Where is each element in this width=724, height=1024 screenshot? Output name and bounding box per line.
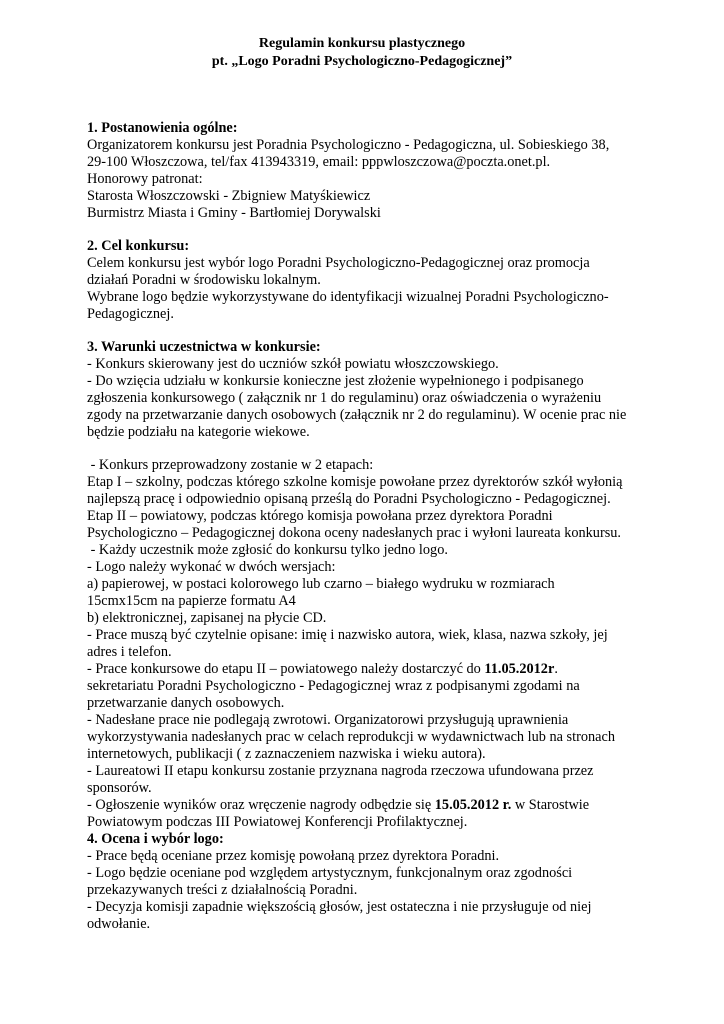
deadline-tail: .	[554, 661, 558, 677]
section-3-line: Powiatowym podczas III Powiatowej Konferencji Profilaktycznej.	[87, 814, 468, 830]
section-3-line: przetwarzanie danych osobowych.	[87, 695, 285, 711]
section-3-line: 15cmx15cm na papierze formatu A4	[87, 593, 296, 609]
section-1-line: Burmistrz Miasta i Gminy - Bartłomiej Dorywalski	[87, 205, 381, 221]
section-3-line: internetowych, publikacji ( z zaznaczeniem nazwiska i wieku autora).	[87, 746, 486, 762]
section-3-line: zgody na przetwarzanie danych osobowych (załącznik nr 2 do regulaminu). W ocenie prac nie	[87, 407, 627, 423]
section-3-line: - Konkurs przeprowadzony zostanie w 2 etapach:	[87, 457, 374, 473]
deadline-date: 11.05.2012r	[484, 661, 555, 677]
section-2-line: działań Poradni w środowisku lokalnym.	[87, 272, 321, 288]
section-2-heading: 2. Cel konkursu:	[87, 238, 190, 254]
title-line-2: pt. „Logo Poradni Psychologiczno-Pedagogicznej”	[211, 54, 513, 69]
section-3-line: - Każdy uczestnik może zgłosić do konkursu tylko jedno logo.	[87, 542, 448, 558]
section-2-line: Wybrane logo będzie wykorzystywane do identyfikacji wizualnej Poradni Psychologiczno-	[87, 289, 609, 305]
section-3-line: a) papierowej, w postaci kolorowego lub czarno – białego wydruku w rozmiarach	[87, 576, 555, 592]
section-3-line: - Nadesłane prace nie podlegają zwrotowi. Organizatorowi przysługują uprawnienia	[87, 712, 569, 728]
section-3-line: zgłoszenia konkursowego ( załącznik nr 1 do regulaminu) oraz oświadczenia o wyrażeniu	[87, 390, 602, 406]
section-3-line: Etap I – szkolny, podczas którego szkolne komisje powołane przez dyrektorów szkół wyłonią	[87, 474, 623, 490]
section-3-line: - Logo należy wykonać w dwóch wersjach:	[87, 559, 336, 575]
section-3-line: najlepszą pracę i odpowiednio opisaną prześlą do Poradni Psychologiczno - Pedagogicznej.	[87, 491, 611, 507]
section-4-line: przekazywanych treści z działalnością Poradni.	[87, 882, 358, 898]
section-3-line: będzie podziału na kategorie wiekowe.	[87, 424, 310, 440]
section-4-line: - Decyzja komisji zapadnie większością głosów, jest ostateczna i nie przysługuje od niej	[87, 899, 592, 915]
section-4-line: - Prace będą oceniane przez komisję powołaną przez dyrektora Poradni.	[87, 848, 500, 864]
section-3-line: wykorzystywania nadesłanych prac w celach reprodukcji w wydawnictwach lub na stronach	[87, 729, 615, 745]
section-3-line: - Prace muszą być czytelnie opisane: imię i nazwisko autora, wiek, klasa, nazwa szkoły, jej	[87, 627, 608, 643]
section-3-line: sekretariatu Poradni Psychologiczno - Pedagogicznej wraz z podpisanymi zgodami na	[87, 678, 580, 694]
section-2-line: Celem konkursu jest wybór logo Poradni Psychologiczno-Pedagogicznej oraz promocja	[87, 255, 590, 271]
section-3-heading: 3. Warunki uczestnictwa w konkursie:	[87, 339, 321, 355]
section-1-heading: 1. Postanowienia ogólne:	[87, 120, 238, 136]
section-1-line: Organizatorem konkursu jest Poradnia Psychologiczno - Pedagogiczna, ul. Sobieskiego 38,	[87, 137, 610, 153]
section-3-line: - Do wzięcia udziału w konkursie konieczne jest złożenie wypełnionego i podpisanego	[87, 373, 584, 389]
results-text: - Ogłoszenie wyników oraz wręczenie nagrody odbędzie się	[87, 797, 435, 813]
section-3-line: b) elektronicznej, zapisanej na płycie CD.	[87, 610, 327, 626]
results-date: 15.05.2012 r.	[434, 797, 512, 813]
deadline-text: - Prace konkursowe do etapu II – powiatowego należy dostarczyć do	[87, 661, 485, 677]
section-3-line: sponsorów.	[87, 780, 152, 796]
deadline-line	[87, 661, 558, 678]
section-3-line: Etap II – powiatowy, podczas którego komisja powołana przez dyrektora Poradni	[87, 508, 553, 524]
section-4-heading: 4. Ocena i wybór logo:	[87, 831, 224, 847]
title-line-1: Regulamin konkursu plastycznego	[258, 36, 466, 51]
section-2-line: Pedagogicznej.	[87, 306, 174, 322]
section-1-line: 29-100 Włoszczowa, tel/fax 413943319, email: pppwloszczowa@poczta.onet.pl.	[87, 154, 551, 170]
results-tail: w Starostwie	[511, 797, 590, 813]
results-line	[87, 797, 589, 814]
section-1-line: Starosta Włoszczowski - Zbigniew Matyśkiewicz	[87, 188, 371, 204]
section-3-line: - Konkurs skierowany jest do uczniów szkół powiatu włoszczowskiego.	[87, 356, 499, 372]
section-4-line: odwołanie.	[87, 916, 151, 932]
section-3-line: adres i telefon.	[87, 644, 172, 660]
section-4-line: - Logo będzie oceniane pod względem artystycznym, funkcjonalnym oraz zgodności	[87, 865, 573, 881]
section-3-line: - Laureatowi II etapu konkursu zostanie przyznana nagroda rzeczowa ufundowana przez	[87, 763, 594, 779]
section-1-line: Honorowy patronat:	[87, 171, 203, 187]
section-3-line: Psychologiczno – Pedagogicznej dokona oceny nadesłanych prac i wyłoni laureata konkursu.	[87, 525, 621, 541]
